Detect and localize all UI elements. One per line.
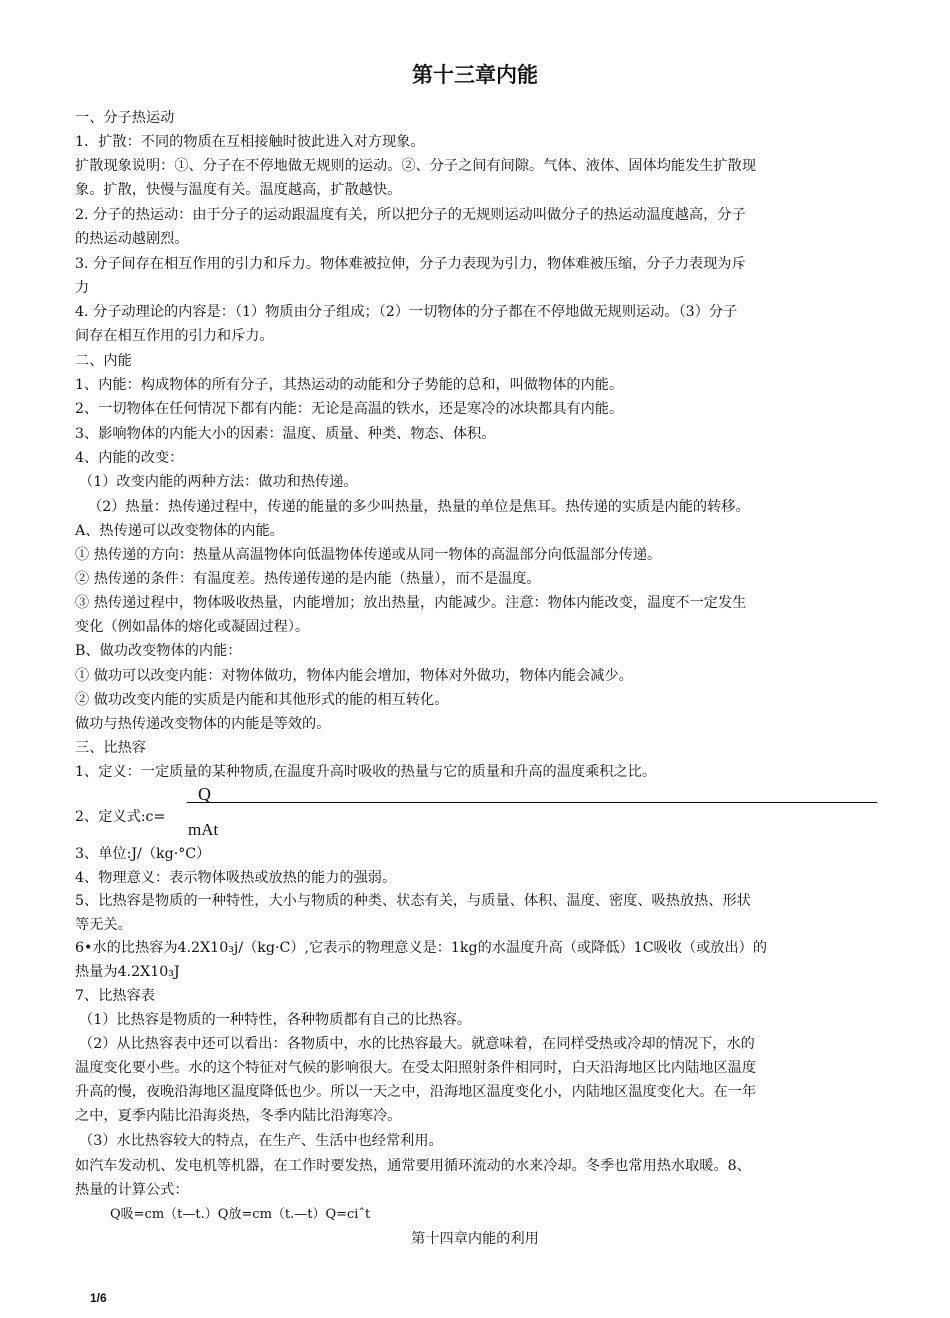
text-line: 6•水的比热容为4.2X10₃j/（kg·C）,它表示的物理意义是：1kg的水温度升高（或降低）1C吸收（或放出）的 xyxy=(75,940,768,956)
text-line: 3、单位:J/（kg·°C） xyxy=(75,846,211,862)
page-number: 1/6 xyxy=(90,1291,107,1305)
text-line: （2）热量：热传递过程中，传递的能量的多少叫热量，热量的单位是焦耳。热传递的实质是内能的转移。 xyxy=(88,499,750,515)
text-line: ② 做功改变内能的实质是内能和其他形式的能的相互转化。 xyxy=(75,692,449,708)
text-line: 热量的计算公式： xyxy=(75,1182,189,1198)
text-line: 力 xyxy=(75,280,90,296)
text-line: 2、一切物体在任何情况下都有内能：无论是高温的铁水，还是寒冷的冰块都具有内能。 xyxy=(75,401,624,417)
text-line: ③ 热传递过程中，物体吸收热量，内能增加；放出热量，内能减少。注意：物体内能改变，温度不一定发生 xyxy=(75,595,747,611)
text-line: 象。扩散，快慢与温度有关。温度越高，扩散越快。 xyxy=(75,182,402,198)
text-line: 之中，夏季内陆比沿海炎热，冬季内陆比沿海寒冷。 xyxy=(75,1108,402,1124)
text-line: 升高的慢，夜晚沿海地区温度降低也少。所以一天之中，沿海地区温度变化小，内陆地区温度变化大。在一年 xyxy=(75,1084,757,1100)
text-line: 温度变化要小些。水的这个特征对气候的影响很大。在受太阳照射条件相同时，白天沿海地区比内陆地区温度 xyxy=(75,1060,757,1076)
text-line: 的热运动越剧烈。 xyxy=(75,231,189,247)
text-line: 3、影响物体的内能大小的因素：温度、质量、种类、物态、体积。 xyxy=(75,426,496,442)
text-line: 3. 分子间存在相互作用的引力和斥力。物体难被拉伸，分子力表现为引力，物体难被压缩，分子力表现为斥 xyxy=(75,256,746,272)
text-line: ① 热传递的方向：热量从高温物体向低温物体传递或从同一物体的高温部分向低温部分传递。 xyxy=(75,547,662,563)
text-line: 扩散现象说明：①、分子在不停地做无规则的运动。②、分子之间有间隙。气体、液体、固体均能发生扩散现 xyxy=(75,158,757,174)
section-heading: 三、比热容 xyxy=(75,740,146,756)
text-line: 7、比热容表 xyxy=(75,988,155,1004)
heat-calculation-formula: Q吸=cm（t—t.）Q放=cm（t.—t）Q=ciˆt xyxy=(110,1207,371,1222)
text-line: 1．扩散：不同的物质在互相接触时彼此进入对方现象。 xyxy=(75,134,425,150)
next-chapter-title: 第十四章内能的利用 xyxy=(411,1231,539,1247)
text-line: 等无关。 xyxy=(75,917,132,933)
formula-numerator: Q xyxy=(198,784,211,804)
formula-label: 2、定义式:c= xyxy=(75,809,166,825)
formula-denominator: mAt xyxy=(188,820,219,839)
text-line: 热量为4.2X10₃J xyxy=(75,964,180,980)
text-line: 4、内能的改变： xyxy=(75,450,184,466)
text-line: A、热传递可以改变物体的内能。 xyxy=(75,523,284,539)
page-title: 第十三章内能 xyxy=(412,63,538,87)
fraction-bar xyxy=(187,802,877,803)
text-line: 5、比热容是物质的一种特性，大小与物质的种类、状态有关，与质量、体积、温度、密度、吸热放热、形状 xyxy=(75,893,751,909)
text-line: B、做功改变物体的内能： xyxy=(75,643,242,659)
text-line: 1、定义：一定质量的某种物质,在温度升高时吸收的热量与它的质量和升高的温度乘积之比。 xyxy=(75,764,657,780)
text-line: （1）比热容是物质的一种特性，各种物质都有自己的比热容。 xyxy=(79,1012,472,1028)
text-line: ② 热传递的条件：有温度差。热传递传递的是内能（热量），而不是温度。 xyxy=(75,571,541,587)
text-line: 间存在相互作用的引力和斥力。 xyxy=(75,328,274,344)
text-line: 4. 分子动理论的内容是：（1）物质由分子组成；（2）一切物体的分子都在不停地做无规则运动。（3）分子 xyxy=(75,304,738,320)
text-line: （3）水比热容较大的特点，在生产、生活中也经常利用。 xyxy=(79,1133,443,1149)
text-line: 2. 分子的热运动：由于分子的运动跟温度有关，所以把分子的无规则运动叫做分子的热运动温度越高，分子 xyxy=(75,207,746,223)
text-line: 变化（例如晶体的熔化或凝固过程）。 xyxy=(75,619,310,635)
section-heading: 二、内能 xyxy=(75,353,132,369)
text-line: （1）改变内能的两种方法：做功和热传递。 xyxy=(79,474,358,490)
text-line: ① 做功可以改变内能：对物体做功，物体内能会增加，物体对外做功，物体内能会减少。 xyxy=(75,668,633,684)
section-heading: 一、分子热运动 xyxy=(75,110,175,126)
text-line: 做功与热传递改变物体的内能是等效的。 xyxy=(75,716,331,732)
text-line: 4、物理意义：表示物体吸热或放热的能力的强弱。 xyxy=(75,870,397,886)
text-line: 1、内能：构成物体的所有分子，其热运动的动能和分子势能的总和，叫做物体的内能。 xyxy=(75,377,624,393)
text-line: （2）从比热容表中还可以看出：各物质中，水的比热容最大。就意味着，在同样受热或冷却的情况下，水的 xyxy=(79,1036,755,1052)
text-line: 如汽车发动机、发电机等机器，在工作时要发热，通常要用循环流动的水来冷却。冬季也常用热水取暖。8、 xyxy=(75,1158,751,1174)
